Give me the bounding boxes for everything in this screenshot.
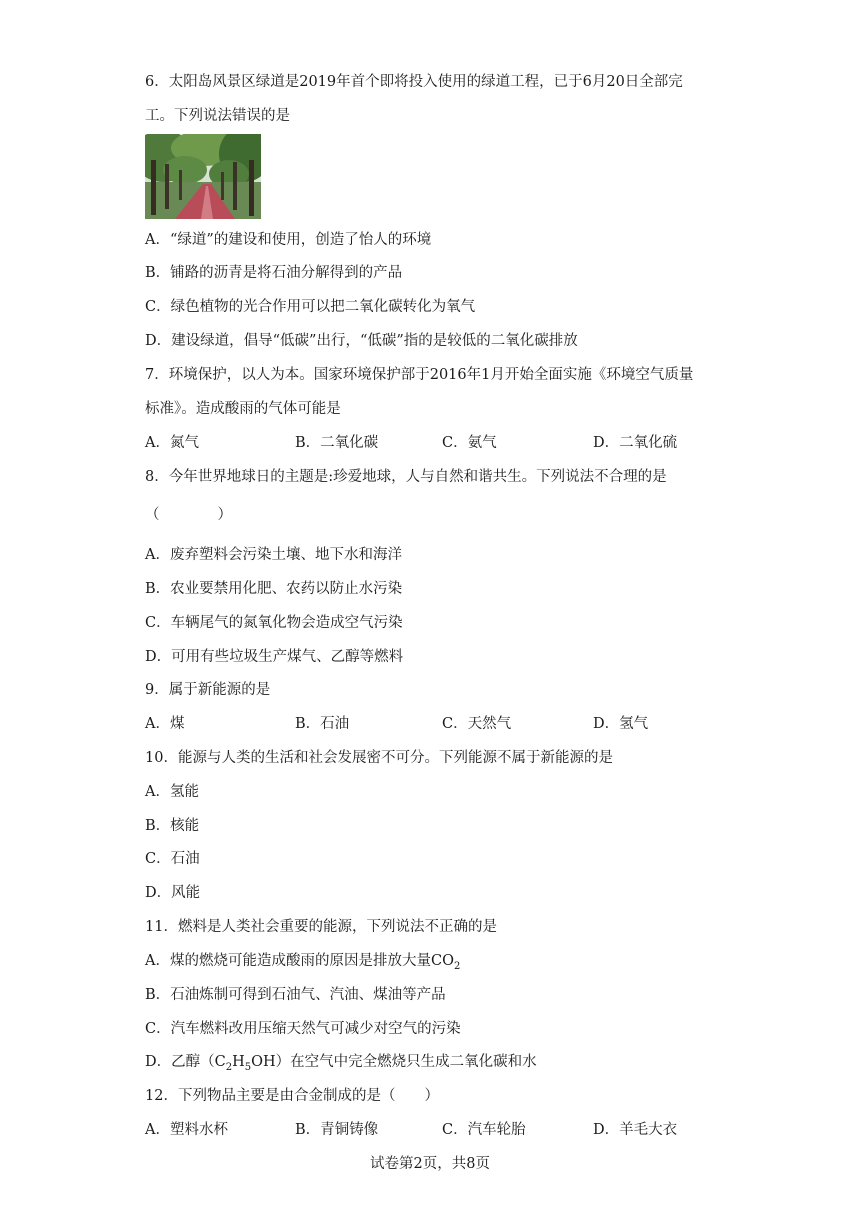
q11-option-a-subscript: 2	[453, 960, 461, 972]
q8-answer-blank: （ ）	[145, 507, 232, 523]
q7-stem-line2: 标准》。造成酸雨的气体可能是	[145, 401, 341, 417]
q10-option-d: D．风能	[145, 885, 201, 901]
q11-option-d-pre: D．乙醇（C	[145, 1054, 226, 1070]
q12-option-c: C．汽车轮胎	[442, 1122, 526, 1138]
q11-option-b: B．石油炼制可得到石油气、汽油、煤油等产品	[145, 987, 446, 1003]
q7-stem-line1: 7．环境保护，以人为本。国家环境保护部于2016年1月开始全面实施《环境空气质量	[145, 367, 694, 383]
q7-option-a: A．氮气	[145, 435, 199, 451]
q11-option-a-text: A．煤的燃烧可能造成酸雨的原因是排放大量CO	[145, 953, 454, 969]
q11-stem: 11．燃料是人类社会重要的能源，下列说法不正确的是	[145, 919, 497, 935]
q10-stem: 10．能源与人类的生活和社会发展密不可分。下列能源不属于新能源的是	[145, 750, 613, 766]
q8-option-d: D．可用有些垃圾生产煤气、乙醇等燃料	[145, 649, 404, 665]
q12-option-d: D．羊毛大衣	[593, 1122, 678, 1138]
q7-option-b: B．二氧化碳	[295, 435, 379, 451]
q7-options-row	[145, 431, 705, 455]
q11-option-d-mid: H	[232, 1054, 245, 1070]
q8-option-b: B．农业要禁用化肥、农药以防止水污染	[145, 581, 403, 597]
q11-option-d-sub1: 2	[225, 1061, 233, 1073]
q9-option-d: D．氢气	[593, 716, 649, 732]
q9-option-a: A．煤	[145, 716, 185, 732]
q8-option-a: A．废弃塑料会污染土壤、地下水和海洋	[145, 547, 402, 563]
q12-stem: 12．下列物品主要是由合金制成的是（ ）	[145, 1088, 439, 1104]
q10-option-c: C．石油	[145, 851, 200, 867]
q11-option-a	[145, 949, 460, 973]
q9-options-row	[145, 712, 705, 736]
q10-option-b: B．核能	[145, 818, 200, 834]
greenway-photo	[145, 134, 261, 219]
page-footer: 试卷第2页，共8页	[370, 1156, 490, 1172]
q11-option-c: C．汽车燃料改用压缩天然气可减少对空气的污染	[145, 1021, 461, 1037]
q6-option-a: A．“绿道”的建设和使用，创造了怡人的环境	[145, 232, 432, 248]
q6-option-c: C．绿色植物的光合作用可以把二氧化碳转化为氧气	[145, 299, 476, 315]
q8-stem-line1: 8．今年世界地球日的主题是:珍爱地球，人与自然和谐共生。下列说法不合理的是	[145, 469, 667, 485]
q9-option-c: C．天然气	[442, 716, 512, 732]
q9-option-b: B．石油	[295, 716, 350, 732]
q11-option-d-sub2: 5	[244, 1061, 252, 1073]
q6-stem-line2: 工。下列说法错误的是	[145, 108, 290, 124]
q12-option-a: A．塑料水杯	[145, 1122, 228, 1138]
q8-option-c: C．车辆尾气的氮氧化物会造成空气污染	[145, 615, 403, 631]
q9-stem: 9．属于新能源的是	[145, 682, 271, 698]
q6-stem-line1: 6．太阳岛风景区绿道是2019年首个即将投入使用的绿道工程，已于6月20日全部完	[145, 74, 683, 90]
q12-option-b: B．青铜铸像	[295, 1122, 379, 1138]
q12-options-row	[145, 1118, 705, 1142]
q11-option-d-post: OH）在空气中完全燃烧只生成二氧化碳和水	[251, 1054, 537, 1070]
q6-option-d: D．建设绿道，倡导“低碳”出行，“低碳”指的是较低的二氧化碳排放	[145, 333, 578, 349]
q10-option-a: A．氢能	[145, 784, 199, 800]
q6-option-b: B．铺路的沥青是将石油分解得到的产品	[145, 265, 403, 281]
q7-option-c: C．氨气	[442, 435, 497, 451]
q11-option-d	[145, 1050, 537, 1074]
q7-option-d: D．二氧化硫	[593, 435, 678, 451]
